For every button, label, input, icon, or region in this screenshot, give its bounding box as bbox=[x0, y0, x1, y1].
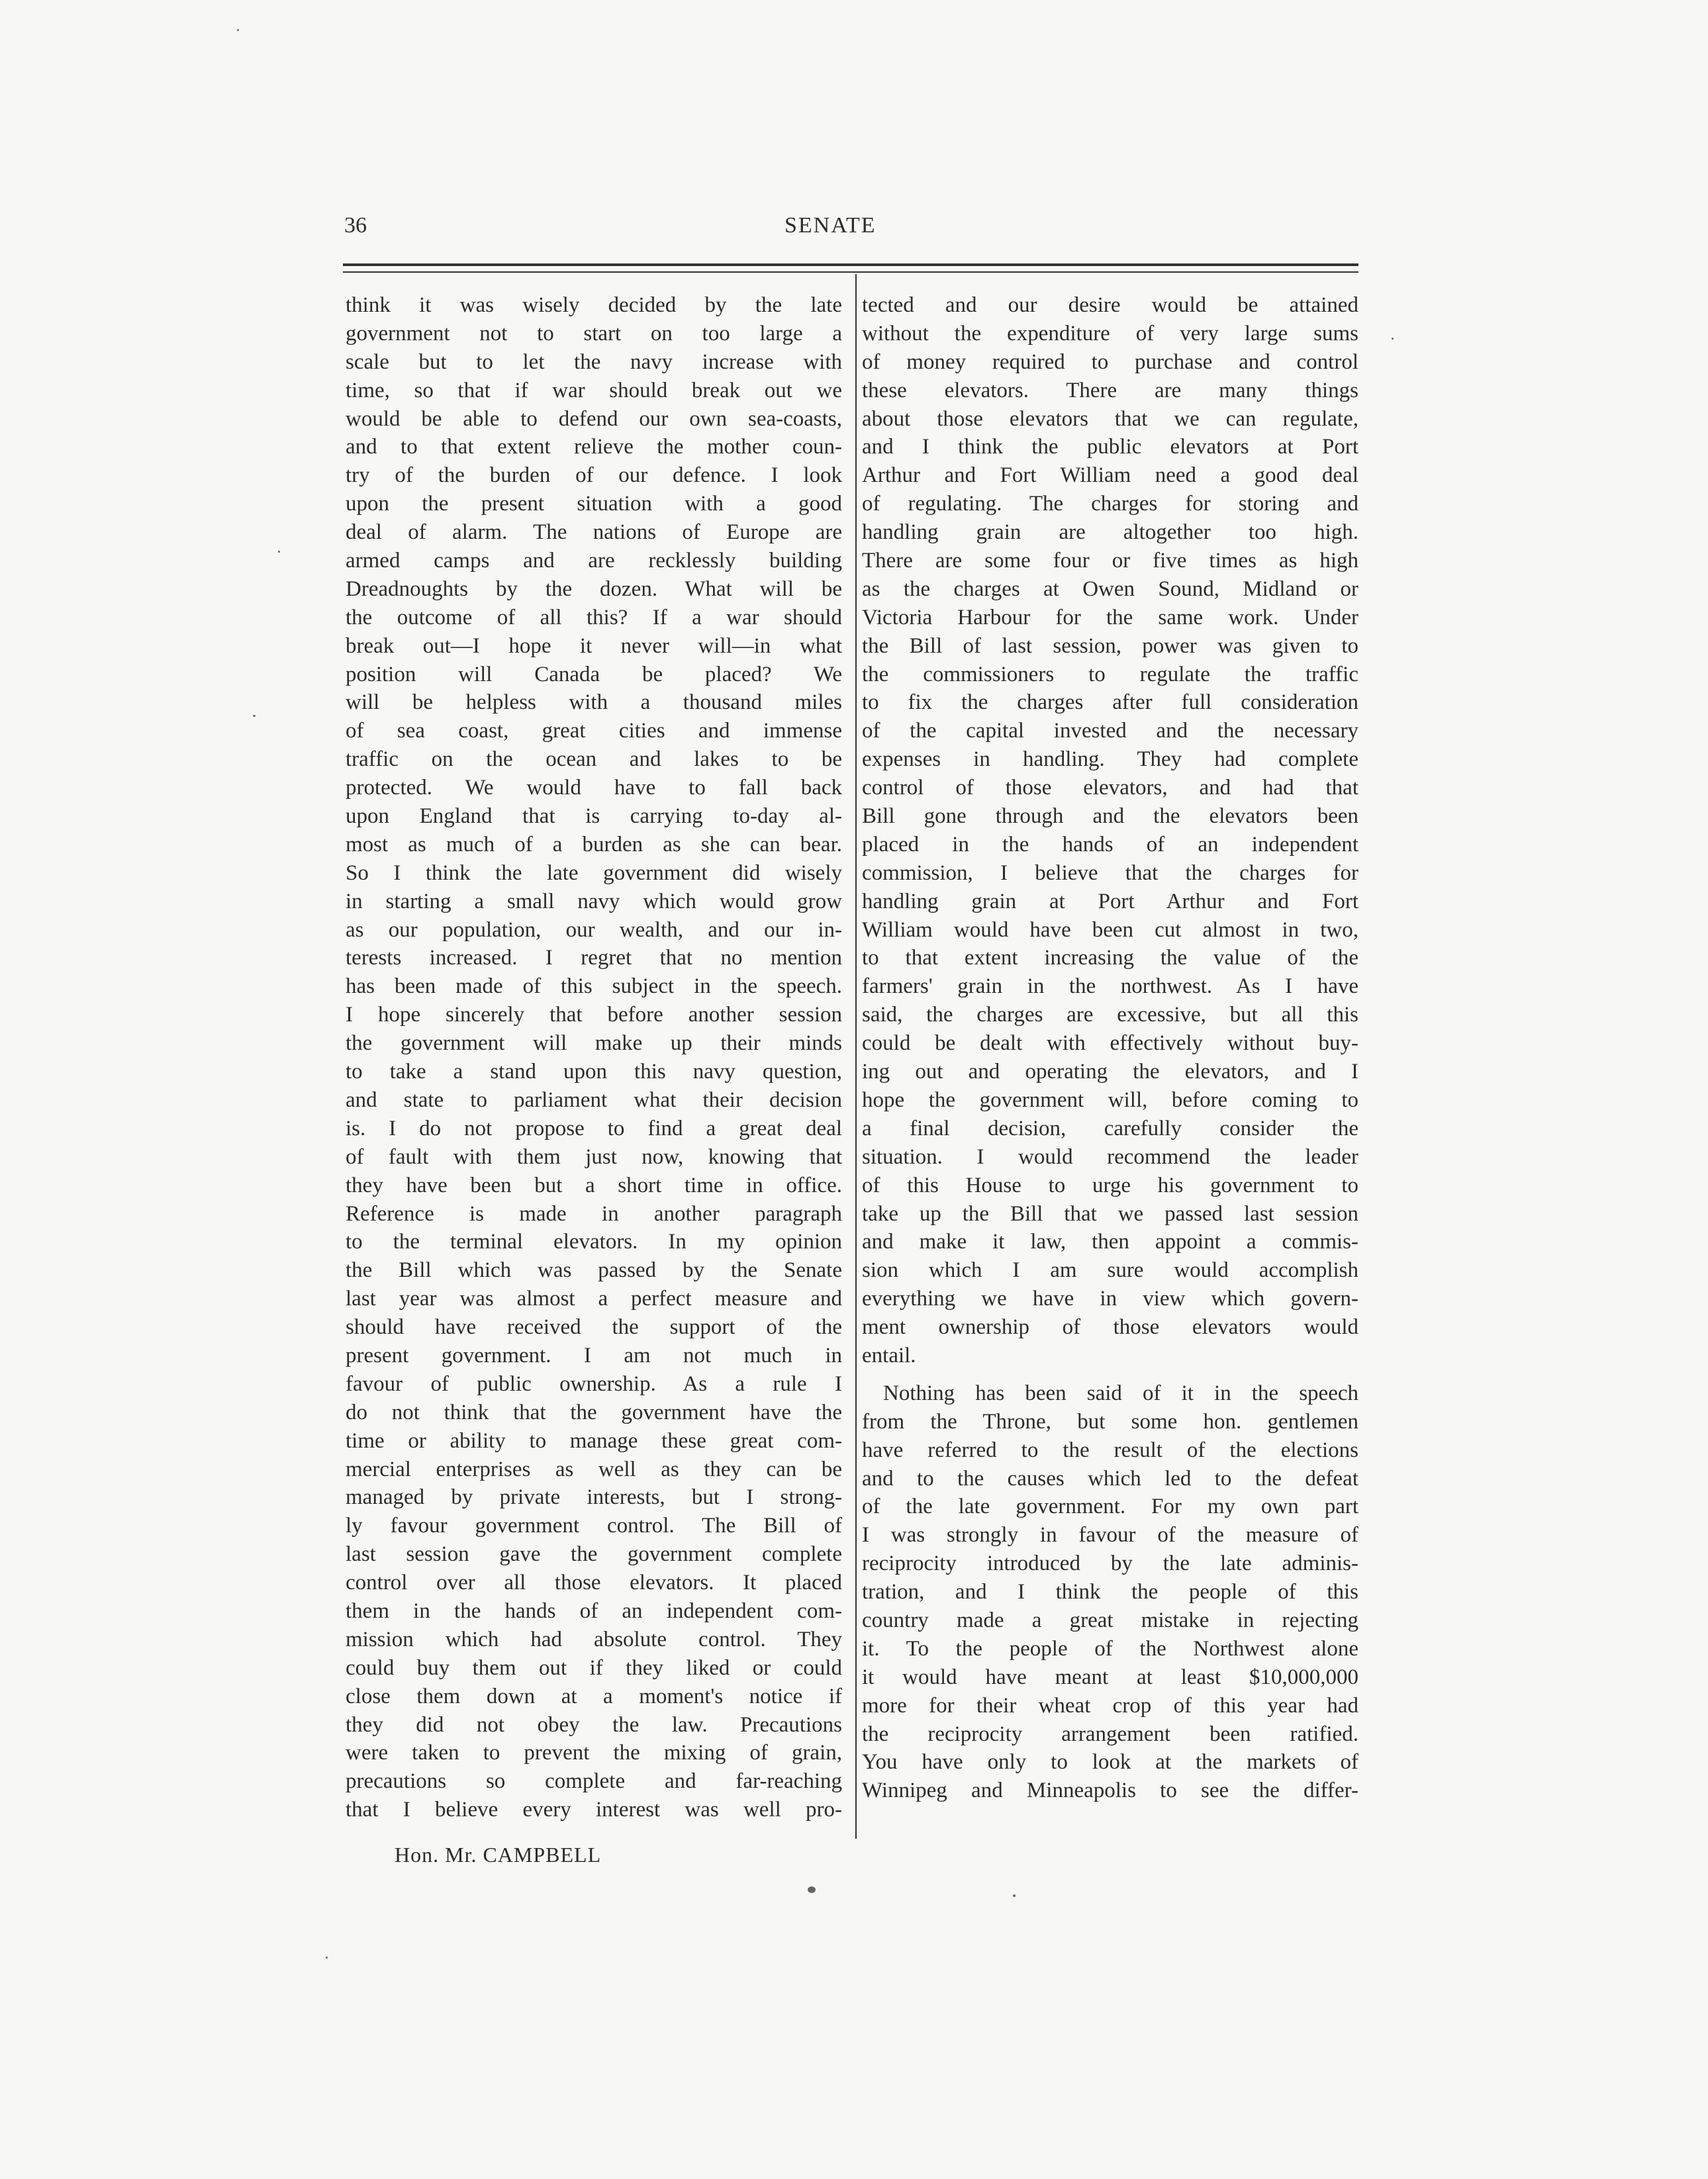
left-column-text-line: break out—I hope it never will—in what bbox=[346, 633, 842, 658]
scan-speck bbox=[237, 29, 239, 31]
left-column-text-line: think it was wisely decided by the late bbox=[346, 293, 842, 317]
left-column-text-line: as our population, our wealth, and our in- bbox=[346, 917, 842, 942]
left-column-text-line: will be helpless with a thousand miles bbox=[346, 690, 842, 715]
right-column-text-line: placed in the hands of an independent bbox=[862, 832, 1358, 857]
left-column-text-line: that I believe every interest was well pro- bbox=[346, 1798, 842, 1822]
right-column-text-line: sion which I am sure would accomplish bbox=[862, 1258, 1358, 1283]
left-column-text-line: terests increased. I regret that no mention bbox=[346, 946, 842, 970]
right-column-text-line: reciprocity introduced by the late adminis- bbox=[862, 1552, 1358, 1576]
right-column-text-line: of this House to urge his government to bbox=[862, 1173, 1358, 1197]
left-column-text-line: they did not obey the law. Precautions bbox=[346, 1712, 842, 1737]
footer-speaker: Hon. Mr. CAMPBELL bbox=[395, 1843, 602, 1867]
left-column-text-line: deal of alarm. The nations of Europe are bbox=[346, 520, 842, 545]
right-column-text-line: I was strongly in favour of the measure of bbox=[862, 1523, 1358, 1548]
left-column-text-line: is. I do not propose to find a great deal bbox=[346, 1116, 842, 1140]
right-column-text-line: to that extent increasing the value of the bbox=[862, 946, 1358, 970]
header-rule-thick bbox=[343, 263, 1358, 266]
page-header-title: SENATE bbox=[784, 213, 877, 238]
left-column-text-line: to the terminal elevators. In my opinion bbox=[346, 1230, 842, 1254]
header-rule-thin bbox=[343, 271, 1358, 273]
left-column-text-line: and to that extent relieve the mother coun- bbox=[346, 435, 842, 459]
right-column-text-line: from the Throne, but some hon. gentlemen bbox=[862, 1409, 1358, 1434]
left-column-text-line: precautions so complete and far-reaching bbox=[346, 1769, 842, 1794]
left-column-text-line: could buy them out if they liked or could bbox=[346, 1655, 842, 1680]
right-column-text-line: everything we have in view which govern- bbox=[862, 1287, 1358, 1311]
left-column-text-line: in starting a small navy which would grow bbox=[346, 889, 842, 913]
right-column-text-line: William would have been cut almost in two, bbox=[862, 917, 1358, 942]
left-column-text-line: close them down at a moment's notice if bbox=[346, 1684, 842, 1708]
right-column-text-line: and make it law, then appoint a commis- bbox=[862, 1230, 1358, 1254]
right-column-text-line: farmers' grain in the northwest. As I have bbox=[862, 974, 1358, 999]
scan-speck bbox=[1392, 338, 1394, 340]
right-column-text-line: have referred to the result of the elections bbox=[862, 1438, 1358, 1462]
right-column-text-line: situation. I would recommend the leader bbox=[862, 1144, 1358, 1169]
left-column-text-line: of fault with them just now, knowing that bbox=[346, 1144, 842, 1169]
scan-speck bbox=[1013, 1894, 1016, 1897]
left-column-text-line: they have been but a short time in office. bbox=[346, 1173, 842, 1197]
left-column-text-line: I hope sincerely that before another session bbox=[346, 1003, 842, 1027]
right-column-text-line: it would have meant at least $10,000,000 bbox=[862, 1665, 1358, 1689]
right-column-text-line: as the charges at Owen Sound, Midland or bbox=[862, 577, 1358, 601]
right-column-text-line: expenses in handling. They had complete bbox=[862, 747, 1358, 772]
left-column-text-line: has been made of this subject in the speech. bbox=[346, 974, 842, 999]
left-column-text-line: were taken to prevent the mixing of grain, bbox=[346, 1741, 842, 1765]
right-column-text-line: more for their wheat crop of this year had bbox=[862, 1693, 1358, 1718]
right-column-text-line: handling grain are altogether too high. bbox=[862, 520, 1358, 545]
right-column-text-line: could be dealt with effectively without buy- bbox=[862, 1031, 1358, 1056]
right-column-text-line: the reciprocity arrangement been ratified. bbox=[862, 1722, 1358, 1746]
left-column-text-line: favour of public ownership. As a rule I bbox=[346, 1371, 842, 1396]
left-column-text-line: most as much of a burden as she can bear. bbox=[346, 832, 842, 857]
right-column-text-line: Arthur and Fort William need a good deal bbox=[862, 463, 1358, 488]
left-column-text-line: control over all those elevators. It placed bbox=[346, 1571, 842, 1595]
left-column-text-line: last year was almost a perfect measure and bbox=[346, 1287, 842, 1311]
left-column-text-line: mission which had absolute control. They bbox=[346, 1627, 842, 1651]
left-column-text-line: the outcome of all this? If a war should bbox=[346, 605, 842, 629]
right-column-text-line: take up the Bill that we passed last session bbox=[862, 1201, 1358, 1226]
right-paragraph-2 bbox=[862, 1379, 1358, 1805]
right-column-text-line: tected and our desire would be attained bbox=[862, 293, 1358, 317]
left-column-text-line: So I think the late government did wisely bbox=[346, 860, 842, 885]
right-column-text-line: tration, and I think the people of this bbox=[862, 1580, 1358, 1604]
left-column-text-line: armed camps and are recklessly building bbox=[346, 549, 842, 573]
right-column-text-line: of the late government. For my own part bbox=[862, 1495, 1358, 1519]
column-divider bbox=[855, 274, 857, 1839]
right-column-text-line: hope the government will, before coming to bbox=[862, 1088, 1358, 1112]
left-column-text-line: time, so that if war should break out we bbox=[346, 378, 842, 402]
left-column-text-line: last session gave the government complete bbox=[346, 1542, 842, 1567]
right-column-text-line: commission, I believe that the charges for bbox=[862, 860, 1358, 885]
right-column-text-line: handling grain at Port Arthur and Fort bbox=[862, 889, 1358, 913]
right-column-text-line: said, the charges are excessive, but all this bbox=[862, 1003, 1358, 1027]
left-column-text-line: position will Canada be placed? We bbox=[346, 662, 842, 686]
scan-speck bbox=[326, 1957, 328, 1959]
right-paragraph-1 bbox=[862, 291, 1358, 1370]
left-column-text-line: time or ability to manage these great com- bbox=[346, 1428, 842, 1453]
right-column-text-line: of money required to purchase and control bbox=[862, 349, 1358, 374]
left-column-text-line: would be able to defend our own sea-coasts, bbox=[346, 406, 842, 431]
left-column-text-line: to take a stand upon this navy question, bbox=[346, 1060, 842, 1084]
right-column-text-line: of regulating. The charges for storing and bbox=[862, 492, 1358, 516]
left-column-text-line: protected. We would have to fall back bbox=[346, 776, 842, 800]
scan-speck bbox=[808, 1886, 816, 1893]
right-column-text-line: There are some four or five times as high bbox=[862, 549, 1358, 573]
left-column-text-line: upon England that is carrying to-day al- bbox=[346, 804, 842, 829]
right-column-text-line: about those elevators that we can regulate, bbox=[862, 406, 1358, 431]
right-column-text-line: without the expenditure of very large sums bbox=[862, 321, 1358, 346]
right-column bbox=[862, 291, 1358, 1805]
paragraph-gap bbox=[862, 1370, 1358, 1379]
scan-speck bbox=[278, 551, 280, 553]
right-column-text-line: control of those elevators, and had that bbox=[862, 776, 1358, 800]
right-column-text-line: country made a great mistake in rejecting bbox=[862, 1608, 1358, 1632]
left-column-text-line: Reference is made in another paragraph bbox=[346, 1201, 842, 1226]
right-column-text-line: it. To the people of the Northwest alone bbox=[862, 1636, 1358, 1661]
right-column-text-line: You have only to look at the markets of bbox=[862, 1750, 1358, 1775]
left-column-text-line: do not think that the government have the bbox=[346, 1400, 842, 1424]
right-column-text-line: a final decision, carefully consider the bbox=[862, 1116, 1358, 1140]
left-column-text-line: of sea coast, great cities and immense bbox=[346, 719, 842, 743]
right-column-text-line: the Bill of last session, power was given to bbox=[862, 633, 1358, 658]
right-column-text-line: Winnipeg and Minneapolis to see the differ- bbox=[862, 1779, 1358, 1803]
right-column-text-line: ing out and operating the elevators, and I bbox=[862, 1060, 1358, 1084]
right-column-text-line: to fix the charges after full consideration bbox=[862, 690, 1358, 715]
page-number: 36 bbox=[344, 213, 367, 238]
right-column-text-line: ment ownership of those elevators would bbox=[862, 1315, 1358, 1340]
scan-speck bbox=[253, 715, 256, 717]
left-column-text-line: managed by private interests, but I strong- bbox=[346, 1485, 842, 1510]
right-column-text-line: these elevators. There are many things bbox=[862, 378, 1358, 402]
right-column-text-line: Bill gone through and the elevators been bbox=[862, 804, 1358, 829]
left-column-text-line: them in the hands of an independent com- bbox=[346, 1599, 842, 1623]
left-column-text-line: present government. I am not much in bbox=[346, 1343, 842, 1368]
left-column-text-line: the government will make up their minds bbox=[346, 1031, 842, 1056]
right-column-text-line: of the capital invested and the necessary bbox=[862, 719, 1358, 743]
left-column-text-line: ly favour government control. The Bill of bbox=[346, 1514, 842, 1538]
left-column-text-line: traffic on the ocean and lakes to be bbox=[346, 747, 842, 772]
right-column-text-line: entail. bbox=[862, 1343, 916, 1368]
left-column-text-line: should have received the support of the bbox=[346, 1315, 842, 1340]
left-column bbox=[346, 291, 842, 1824]
left-column-text-line: mercial enterprises as well as they can be bbox=[346, 1457, 842, 1481]
left-column-text-line: scale but to let the navy increase with bbox=[346, 349, 842, 374]
right-column-text-line: and to the causes which led to the defeat bbox=[862, 1466, 1358, 1491]
right-column-text-line: the commissioners to regulate the traffic bbox=[862, 662, 1358, 686]
right-column-text-line: Nothing has been said of it in the speech bbox=[883, 1381, 1358, 1405]
left-column-text-line: Dreadnoughts by the dozen. What will be bbox=[346, 577, 842, 601]
right-column-text-line: and I think the public elevators at Port bbox=[862, 435, 1358, 459]
left-column-text-line: government not to start on too large a bbox=[346, 321, 842, 346]
left-column-text-line: and state to parliament what their decision bbox=[346, 1088, 842, 1112]
left-column-text-line: upon the present situation with a good bbox=[346, 492, 842, 516]
left-column-text-line: the Bill which was passed by the Senate bbox=[346, 1258, 842, 1283]
left-column-text-line: try of the burden of our defence. I look bbox=[346, 463, 842, 488]
right-column-text-line: Victoria Harbour for the same work. Under bbox=[862, 605, 1358, 629]
